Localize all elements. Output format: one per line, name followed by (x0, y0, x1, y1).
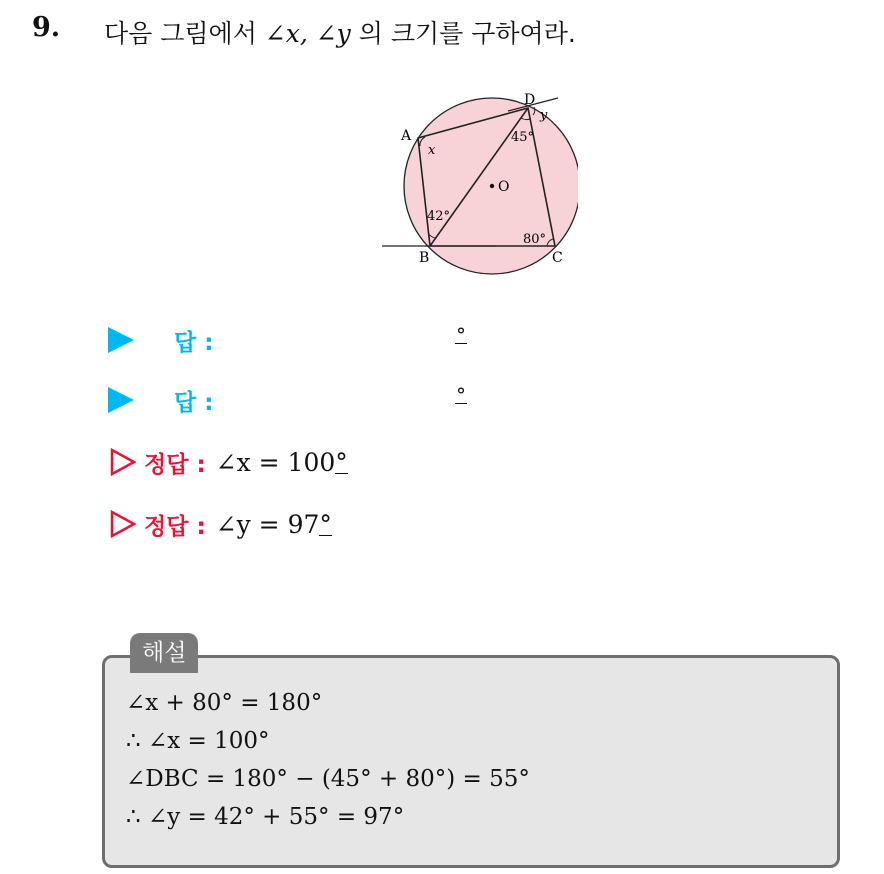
explanation-line: ∠x + 80° = 180° (126, 690, 323, 716)
answer-blank-1[interactable]: ° (456, 323, 466, 347)
label-80: 80° (523, 232, 547, 247)
label-45: 45° (511, 130, 535, 145)
correct-triangle-icon (110, 448, 136, 476)
answer-label: 답 : (174, 389, 214, 416)
correct-value (216, 448, 348, 477)
answer-triangle-icon (108, 387, 134, 413)
answer-label: 답 : (174, 329, 214, 356)
correct-triangle-icon (110, 510, 136, 538)
circle-figure (378, 88, 578, 278)
correct-answer-row-1 (110, 442, 348, 482)
explanation-line: ∠DBC = 180° − (45° + 80°) = 55° (126, 766, 530, 792)
correct-expr: ∠y = 97 (215, 509, 320, 539)
answer-triangle-icon (108, 327, 134, 353)
explanation-line: ∴ ∠x = 100° (126, 728, 270, 754)
label-x: x (428, 143, 436, 158)
label-o: O (498, 179, 510, 195)
correct-expr: ∠x = 100 (215, 447, 336, 477)
label-y: y (540, 108, 548, 123)
label-42: 42° (427, 209, 451, 224)
answer-blank-2[interactable]: ° (456, 383, 466, 407)
correct-unit: ° (319, 509, 332, 539)
correct-unit: ° (335, 447, 348, 477)
question-text-suffix: 의 크기를 구하여라. (350, 19, 576, 48)
label-d: D (524, 92, 536, 108)
center-point (490, 184, 494, 188)
label-a: A (401, 128, 412, 144)
correct-label: 정답 : (144, 513, 206, 540)
correct-value (216, 510, 332, 539)
question-text (104, 14, 576, 50)
explanation-line: ∴ ∠y = 42° + 55° = 97° (126, 804, 405, 830)
label-b: B (419, 250, 430, 266)
correct-label: 정답 : (144, 451, 206, 478)
correct-answer-row-2 (110, 504, 332, 544)
answer-row-1 (108, 320, 213, 360)
explanation-tab: 해설 (130, 633, 198, 673)
question-text-prefix: 다음 그림에서 (104, 19, 265, 48)
answer-row-2 (108, 380, 213, 420)
label-c: C (552, 250, 563, 266)
explanation-box (102, 655, 840, 868)
question-math: ∠x, ∠y (264, 19, 351, 48)
question-number: 9. (32, 12, 61, 43)
